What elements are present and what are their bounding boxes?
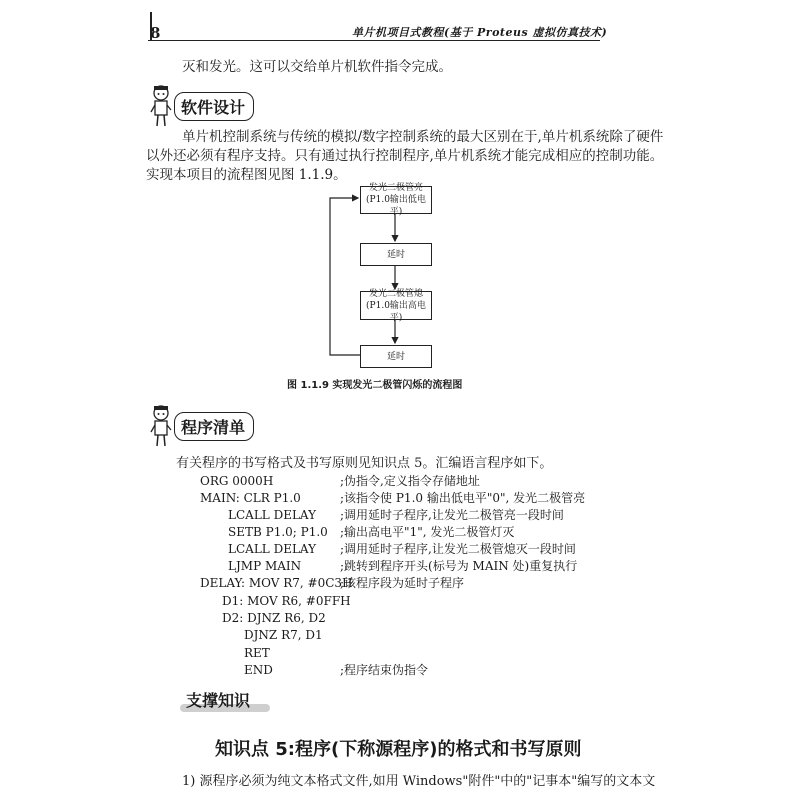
flowchart-box-delay-1 — [360, 243, 432, 266]
running-title: 单片机项目式教程(基于 Proteus 虚拟仿真技术) — [352, 26, 608, 39]
knowledge-point-title: 知识点 5:程序(下称源程序)的格式和书写原则 — [215, 739, 582, 760]
code-comment: ;程序结束伪指令 — [340, 663, 429, 677]
code-line: ORG 0000H — [200, 474, 274, 488]
student-figure-icon — [150, 404, 172, 448]
code-comment: ;伪指令,定义指令存储地址 — [340, 474, 480, 488]
flowchart-box-text: 发光二极管熄 — [368, 288, 423, 299]
code-comment: ;调用延时子程序,让发光二极管熄灭一段时间 — [340, 542, 576, 556]
code-line: SETB P1.0; P1.0 — [228, 525, 328, 539]
program-intro: 有关程序的书写格式及书写原则见知识点 5。汇编语言程序如下。 — [176, 456, 553, 471]
code-comment: ;该程序段为延时子程序 — [340, 576, 465, 590]
paragraph-line: 实现本项目的流程图见图 1.1.9。 — [146, 167, 347, 183]
flowchart-box-led-off — [360, 288, 432, 323]
intro-line: 灭和发光。这可以交给单片机软件指令完成。 — [182, 59, 452, 75]
section-heading-program-list — [150, 404, 254, 448]
code-line: LJMP MAIN — [228, 559, 302, 573]
code-comment: ;输出高电平"1", 发光二极管灯灭 — [340, 525, 515, 539]
code-line: END — [244, 663, 273, 677]
section-heading-support: 支撑知识 — [186, 691, 251, 710]
flowchart-box-text: 延时 — [386, 351, 405, 362]
code-line: LCALL DELAY — [228, 508, 317, 522]
flowchart-box-text: (P1.0输出高电平) — [366, 300, 426, 323]
code-line: LCALL DELAY — [228, 542, 317, 556]
code-comment: ;跳转到程序开头(标号为 MAIN 处)重复执行 — [340, 559, 578, 573]
paragraph-line: 单片机控制系统与传统的模拟/数字控制系统的最大区别在于,单片机系统除了硬件 — [182, 129, 664, 145]
code-line: RET — [244, 646, 270, 660]
figure-caption: 图 1.1.9 实现发光二极管闪烁的流程图 — [287, 380, 463, 391]
student-figure-icon — [150, 84, 172, 128]
flowchart-box-text: 发光二极管亮 — [368, 183, 423, 193]
section-heading-label: 程序清单 — [174, 412, 254, 441]
flowchart-box-led-on — [360, 183, 432, 217]
code-line: DJNZ R7, D1 — [244, 628, 323, 642]
paragraph-line: 1) 源程序必须为纯文本格式文件,如用 Windows"附件"中的"记事本"编写的文本文 — [182, 774, 656, 789]
code-line: MAIN: CLR P1.0 — [200, 491, 301, 505]
flowchart-box-text: (P1.0输出低电平) — [366, 195, 426, 217]
paragraph-line: 以外还必须有程序支持。只有通过执行控制程序,单片机系统才能完成相应的控制功能。 — [146, 148, 664, 164]
code-comment: ;该指令使 P1.0 输出低电平"0", 发光二极管亮 — [340, 491, 586, 505]
page-number: 8 — [150, 24, 161, 42]
code-line: D2: DJNZ R6, D2 — [222, 611, 326, 625]
flowchart-box-text: 延时 — [386, 249, 405, 260]
code-line: D1: MOV R6, #0FFH — [222, 594, 351, 608]
section-heading-software-design — [150, 84, 254, 128]
header-rule — [148, 40, 600, 41]
code-line: DELAY: MOV R7, #0C3H — [200, 576, 353, 590]
flowchart-box-delay-2 — [360, 345, 432, 368]
code-comment: ;调用延时子程序,让发光二极管亮一段时间 — [340, 508, 564, 522]
section-heading-label: 软件设计 — [174, 92, 254, 121]
